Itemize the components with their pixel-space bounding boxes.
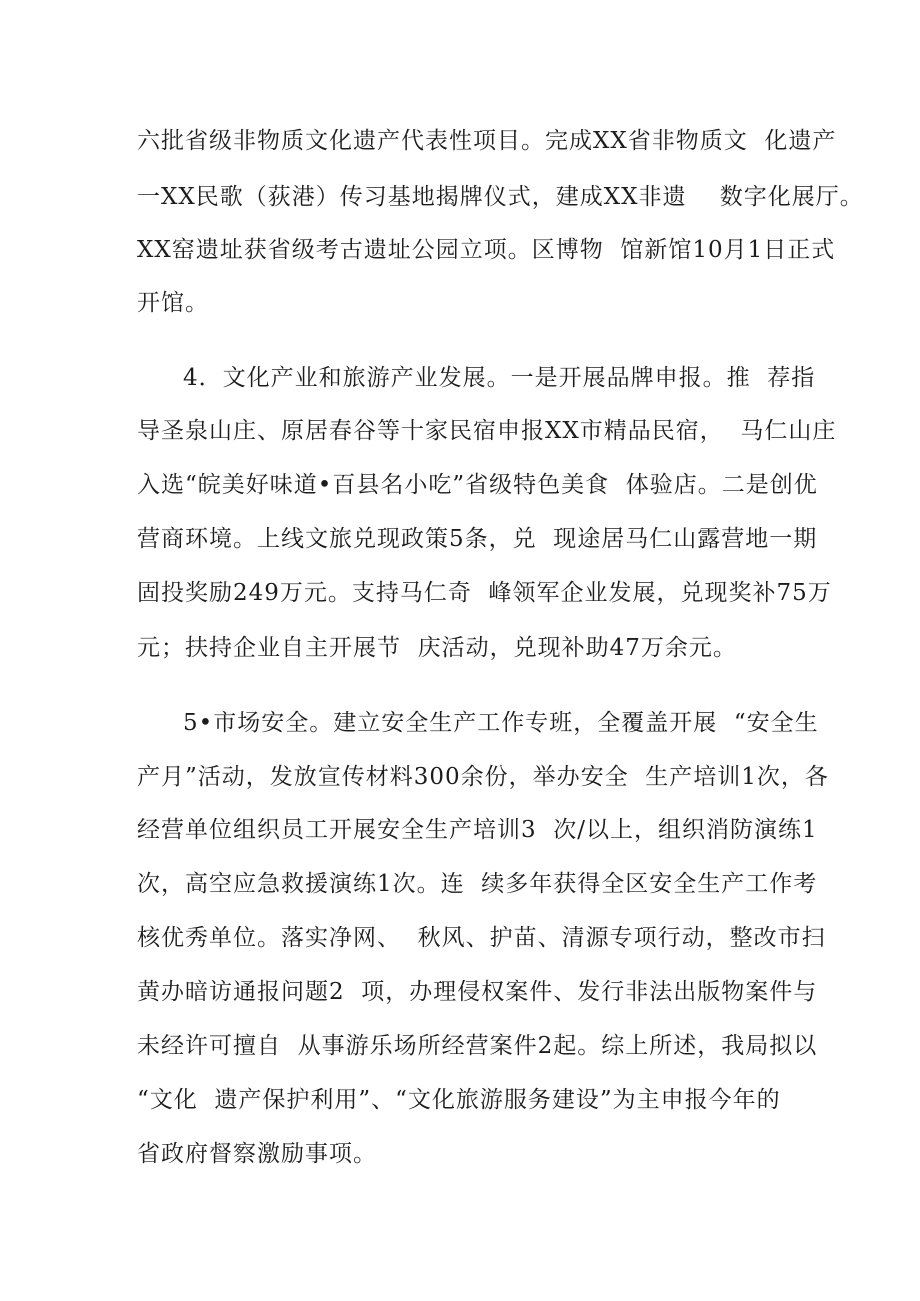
- paragraph-industry-line-5: 固投奖励249万元。支持马仁奇 峰领军企业发展，兑现奖补75万: [137, 580, 832, 606]
- paragraph-safety-line-6: 黄办暗访通报问题2 项，办理侵权案件、发行非法出版物案件与: [137, 979, 818, 1005]
- paragraph-industry-line-3: 入选“皖美好味道•百县名小吃”省级特色美食 体验店。二是创优: [137, 472, 818, 498]
- paragraph-heritage-line-4: 开馆。: [137, 290, 209, 316]
- paragraph-safety-line-4: 次，高空应急救援演练1次。连 续多年获得全区安全生产工作考: [137, 871, 818, 897]
- paragraph-safety-line-3: 经营单位组织员工开展安全生产培训3 次/以上，组织消防演练1: [137, 817, 818, 843]
- paragraph-heritage-line-2: 一XX民歌（荻港）传习基地揭牌仪式，建成XX非遗 数字化展厅。: [137, 184, 864, 210]
- paragraph-safety-line-2: 产月”活动，发放宣传材料300余份，举办安全 生产培训1次，各: [137, 764, 829, 790]
- paragraph-safety-line-9: 省政府督察激励事项。: [137, 1141, 377, 1167]
- paragraph-safety-line-1: 5•市场安全。建立安全生产工作专班，全覆盖开展 “安全生: [183, 710, 819, 736]
- paragraph-safety-line-8: “文化 遗产保护利用”、“文化旅游服务建设”为主申报今年的: [137, 1087, 781, 1113]
- paragraph-industry-line-4: 营商环境。上线文旅兑现政策5条，兑 现途居马仁山露营地一期: [137, 526, 818, 552]
- paragraph-industry-line-2: 导圣泉山庄、原居春谷等十家民宿申报XX市精品民宿， 马仁山庄: [137, 418, 837, 444]
- paragraph-safety-line-5: 核优秀单位。落实净网、 秋风、护苗、清源专项行动，整改市扫: [137, 925, 826, 951]
- paragraph-safety-line-7: 未经许可擅自 从事游乐场所经营案件2起。综上所述，我局拟以: [137, 1033, 818, 1059]
- paragraph-industry-line-6: 元；扶持企业自主开展节 庆活动，兑现补助47万余元。: [137, 635, 737, 661]
- paragraph-industry-line-1: 4．文化产业和旅游产业发展。一是开展品牌申报。推 荐指: [183, 365, 816, 391]
- paragraph-heritage-line-3: XX窑遗址获省级考古遗址公园立项。区博物 馆新馆10月1日正式: [137, 237, 836, 263]
- paragraph-heritage-line-1: 六批省级非物质文化遗产代表性项目。完成XX省非物质文 化遗产: [137, 128, 837, 154]
